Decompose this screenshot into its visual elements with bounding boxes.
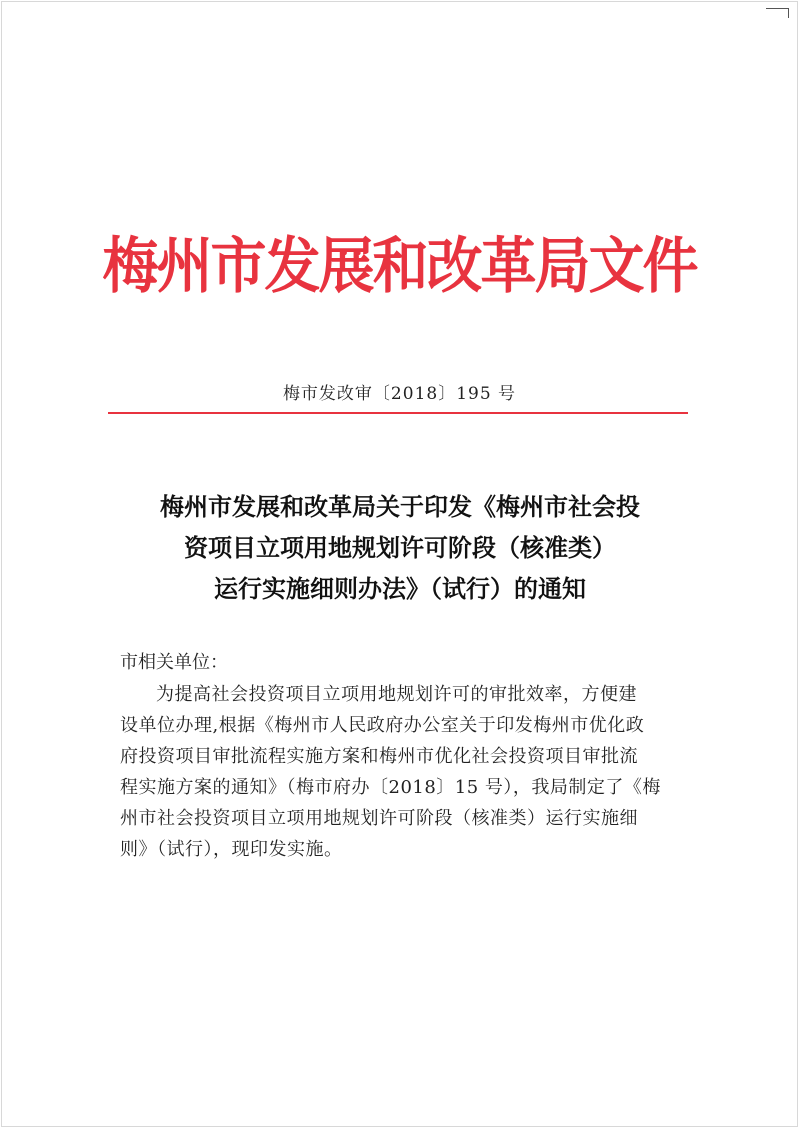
corner-crop-mark [766,8,789,18]
salutation: 市相关单位： [120,652,228,673]
title-line: 梅州市发展和改革局关于印发《梅州市社会投 [160,493,640,521]
body-paragraph [120,679,680,865]
title-line: 资项目立项用地规划许可阶段（核准类） [184,534,616,562]
body-line: 府投资项目审批流程实施方案和梅州市优化社会投资项目审批流 [120,746,638,767]
issuer-header: 梅州市发展和改革局文件 [102,230,697,302]
document-title [100,487,700,610]
body-line: 则》（试行），现印发实施。 [120,839,343,860]
red-divider-line [108,412,688,414]
body-line: 为提高社会投资项目立项用地规划许可的审批效率，方便建 [156,684,637,705]
body-line: 程实施方案的通知》（梅市府办〔2018〕15 号），我局制定了《梅 [120,777,661,798]
title-line: 运行实施细则办法》（试行）的通知 [214,575,586,603]
body-line: 设单位办理,根据《梅州市人民政府办公室关于印发梅州市优化政 [120,715,645,736]
body-line: 州市社会投资项目立项用地规划许可阶段（核准类）运行实施细 [120,808,638,829]
document-number: 梅市发改审〔2018〕195 号 [282,384,517,404]
